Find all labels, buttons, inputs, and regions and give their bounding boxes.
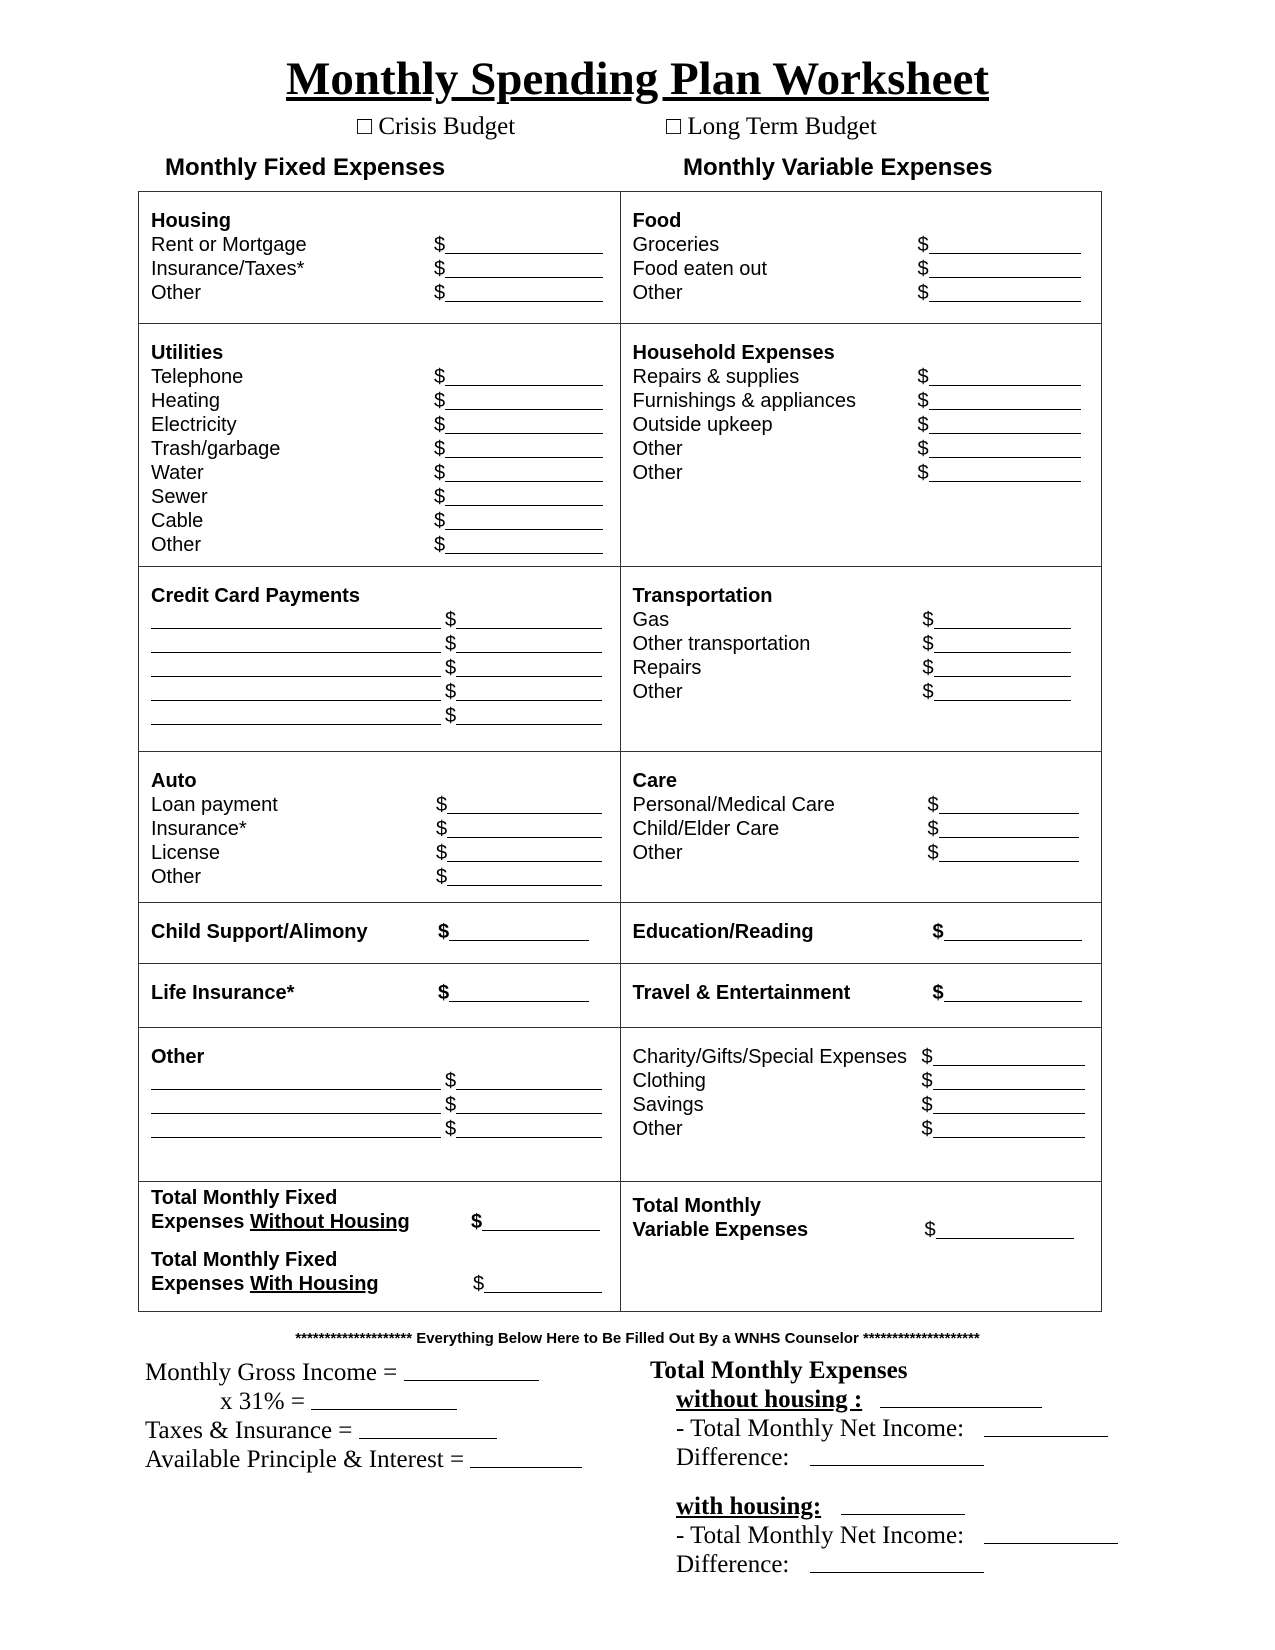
difference-field-2[interactable] — [810, 1550, 984, 1573]
fixed-expenses-header: Monthly Fixed Expenses — [165, 154, 446, 181]
expense-label: Outside upkeep — [632, 414, 773, 436]
expense-row-cable — [151, 509, 610, 533]
amount-field[interactable]: $ — [922, 1117, 1085, 1141]
other-fixed-section — [139, 1028, 621, 1182]
taxes-label: Taxes & Insurance = — [145, 1417, 353, 1444]
expense-label: Insurance/Taxes* — [151, 258, 305, 280]
amount-field[interactable]: $ — [434, 365, 603, 389]
expense-label: Insurance* — [151, 818, 247, 840]
expense-row-personal-medical-care — [633, 793, 1092, 817]
transportation-section — [620, 567, 1102, 752]
amount-field[interactable]: $ — [922, 1093, 1085, 1117]
description-field[interactable] — [151, 1117, 441, 1138]
expense-label: Other — [151, 534, 202, 556]
taxes-field[interactable] — [359, 1416, 497, 1439]
x31-label: x 31% = — [220, 1388, 305, 1415]
amount-field[interactable]: $ — [445, 632, 602, 656]
expense-row-other — [151, 865, 610, 889]
blank-expense-row — [151, 656, 610, 680]
net-income-label-1: - Total Monthly Net Income: — [676, 1415, 965, 1442]
expense-label: Furnishings & appliances — [632, 390, 856, 412]
amount-field[interactable]: $ — [434, 413, 603, 437]
without-housing-label: Without Housing — [249, 1211, 410, 1233]
expense-label: Other — [151, 866, 202, 888]
expense-row-other — [151, 281, 610, 305]
section-heading: Auto — [151, 770, 197, 792]
expense-row-repairs — [633, 656, 1092, 680]
expense-label: Other — [632, 438, 683, 460]
amount-field[interactable]: $ — [436, 865, 602, 889]
expense-label: License — [151, 842, 220, 864]
life-insurance-section — [139, 964, 621, 1028]
expense-row-groceries — [633, 233, 1092, 257]
blank-expense-row — [151, 680, 610, 704]
expense-label: Rent or Mortgage — [151, 234, 307, 256]
expense-row-telephone — [151, 365, 610, 389]
amount-field[interactable]: $ — [918, 365, 1081, 389]
expense-label: Other — [632, 842, 683, 864]
amount-field[interactable]: $ — [922, 1069, 1085, 1093]
blank-expense-row — [151, 1069, 610, 1093]
expense-row-savings — [633, 1093, 1092, 1117]
net-income-field-1[interactable] — [984, 1414, 1108, 1437]
education-label: Education/Reading — [632, 921, 814, 943]
page-title: Monthly Spending Plan Worksheet — [286, 53, 989, 105]
expense-row-other-transportation — [633, 632, 1092, 656]
education-section — [620, 903, 1102, 964]
child-support-label: Child Support/Alimony — [151, 921, 368, 943]
utilities-section — [139, 324, 621, 567]
taxes-row — [145, 1416, 497, 1445]
amount-field[interactable]: $ — [434, 437, 603, 461]
with-housing-row — [676, 1492, 965, 1521]
section-heading: Household Expenses — [632, 342, 835, 364]
expense-label: Loan payment — [151, 794, 278, 816]
expense-row-other — [633, 680, 1092, 704]
crisis-budget-label: Crisis Budget — [378, 113, 516, 140]
x31-field[interactable] — [311, 1387, 457, 1410]
section-heading: Credit Card Payments — [151, 585, 360, 607]
without-housing-field[interactable] — [880, 1385, 1042, 1408]
amount-field[interactable]: $ — [928, 817, 1079, 841]
difference-field-1[interactable] — [810, 1443, 984, 1466]
total-without-housing-line1: Total Monthly Fixed — [151, 1187, 338, 1209]
difference-row-2 — [676, 1550, 984, 1579]
total-variable-line1: Total Monthly — [632, 1195, 761, 1217]
long-term-budget-option[interactable] — [666, 112, 877, 142]
care-section — [620, 752, 1102, 903]
expense-grid — [138, 191, 1102, 1312]
expense-label: Water — [151, 462, 204, 484]
description-field[interactable] — [151, 656, 441, 677]
section-heading: Utilities — [151, 342, 224, 364]
expense-row-trash-garbage — [151, 437, 610, 461]
blank-expense-row — [151, 704, 610, 728]
expense-label: Trash/garbage — [151, 438, 281, 460]
expense-label: Gas — [632, 609, 670, 631]
food-section — [620, 192, 1102, 324]
expense-row-gas — [633, 608, 1092, 632]
expense-row-charity-gifts-special-expenses — [633, 1045, 1092, 1069]
description-field[interactable] — [151, 608, 441, 629]
amount-field[interactable]: $ — [436, 793, 602, 817]
expense-row-sewer — [151, 485, 610, 509]
expense-row-food-eaten-out — [633, 257, 1092, 281]
total-with-housing-amount[interactable]: $ — [473, 1272, 602, 1296]
amount-field[interactable]: $ — [445, 656, 602, 680]
total-variable-amount[interactable]: $ — [925, 1218, 1074, 1242]
with-housing-label: With Housing — [249, 1273, 379, 1295]
amount-field[interactable]: $ — [436, 817, 602, 841]
total-expenses-heading: Total Monthly Expenses — [650, 1357, 908, 1384]
difference-label-1: Difference: — [676, 1444, 790, 1471]
amount-field[interactable]: $ — [436, 841, 602, 865]
with-housing-total-label: with housing: — [676, 1493, 822, 1520]
variable-totals-section — [620, 1182, 1102, 1312]
travel-label: Travel & Entertainment — [632, 982, 851, 1004]
section-heading: Care — [632, 770, 677, 792]
child-support-amount[interactable]: $ — [438, 920, 589, 944]
available-row — [145, 1445, 582, 1474]
amount-field[interactable]: $ — [434, 485, 603, 509]
fixed-totals-section — [139, 1182, 621, 1312]
amount-field[interactable]: $ — [923, 632, 1071, 656]
child-support-section — [139, 903, 621, 964]
expense-row-repairs-supplies — [633, 365, 1092, 389]
expense-row-child-elder-care — [633, 817, 1092, 841]
total-variable-line2: Variable Expenses — [632, 1219, 809, 1241]
variable-expenses-header: Monthly Variable Expenses — [683, 154, 993, 181]
housing-section — [139, 192, 621, 324]
amount-field[interactable]: $ — [928, 841, 1079, 865]
amount-field[interactable]: $ — [923, 680, 1071, 704]
long-term-budget-label: Long Term Budget — [687, 113, 877, 140]
crisis-budget-option[interactable] — [357, 112, 515, 142]
amount-field[interactable]: $ — [434, 389, 603, 413]
net-income-label-2: - Total Monthly Net Income: — [676, 1522, 965, 1549]
expense-row-other — [633, 1117, 1092, 1141]
amount-field[interactable]: $ — [434, 533, 603, 557]
expense-row-water — [151, 461, 610, 485]
expense-label: Telephone — [151, 366, 244, 388]
expense-label: Clothing — [632, 1070, 706, 1092]
expense-label: Heating — [151, 390, 220, 412]
blank-expense-row — [151, 1093, 610, 1117]
expense-label: Charity/Gifts/Special Expenses — [632, 1046, 908, 1068]
expense-label: Sewer — [151, 486, 208, 508]
section-heading: Food — [632, 210, 682, 232]
description-field[interactable] — [151, 1093, 441, 1114]
blank-expense-row — [151, 1117, 610, 1141]
expense-row-loan-payment — [151, 793, 610, 817]
travel-amount[interactable]: $ — [933, 981, 1082, 1005]
education-amount[interactable]: $ — [933, 920, 1082, 944]
without-housing-row — [676, 1385, 1042, 1414]
amount-field[interactable]: $ — [918, 233, 1081, 257]
section-heading: Housing — [151, 210, 231, 232]
amount-field[interactable]: $ — [918, 437, 1081, 461]
expense-label: Other — [632, 1118, 683, 1140]
expense-row-other — [151, 533, 610, 557]
expense-row-heating — [151, 389, 610, 413]
expense-label: Child/Elder Care — [632, 818, 780, 840]
credit-card-section — [139, 567, 621, 752]
expense-label: Other — [632, 282, 683, 304]
amount-field[interactable]: $ — [445, 680, 602, 704]
expense-label: Other — [151, 282, 202, 304]
difference-label-2: Difference: — [676, 1551, 790, 1578]
expense-row-furnishings-appliances — [633, 389, 1092, 413]
amount-field[interactable]: $ — [928, 793, 1079, 817]
expense-row-other — [633, 281, 1092, 305]
total-without-housing-prefix: Expenses — [151, 1211, 250, 1233]
expense-row-other — [633, 437, 1092, 461]
amount-field[interactable]: $ — [434, 509, 603, 533]
gross-income-row — [145, 1358, 539, 1387]
total-with-housing-line1: Total Monthly Fixed — [151, 1249, 338, 1271]
amount-field[interactable]: $ — [923, 656, 1071, 680]
difference-row-1 — [676, 1443, 984, 1472]
total-with-housing-prefix: Expenses — [151, 1273, 250, 1295]
checkbox-icon[interactable]: □ — [357, 113, 373, 140]
available-label: Available Principle & Interest = — [145, 1446, 465, 1473]
auto-section — [139, 752, 621, 903]
amount-field[interactable]: $ — [445, 1069, 602, 1093]
amount-field[interactable]: $ — [434, 281, 603, 305]
expense-row-electricity — [151, 413, 610, 437]
expense-row-rent-or-mortgage — [151, 233, 610, 257]
expense-row-other — [633, 841, 1092, 865]
expense-label: Food eaten out — [632, 258, 768, 280]
life-insurance-label: Life Insurance* — [151, 982, 295, 1004]
gross-income-field[interactable] — [404, 1358, 539, 1381]
expense-label: Repairs & supplies — [632, 366, 800, 388]
amount-field[interactable]: $ — [918, 389, 1081, 413]
expense-label: Savings — [632, 1094, 704, 1116]
amount-field[interactable]: $ — [918, 257, 1081, 281]
amount-field[interactable]: $ — [445, 1117, 602, 1141]
section-heading: Other — [151, 1046, 205, 1068]
amount-field[interactable]: $ — [918, 281, 1081, 305]
amount-field[interactable]: $ — [445, 704, 602, 728]
expense-label: Repairs — [632, 657, 702, 679]
life-insurance-amount[interactable]: $ — [438, 981, 589, 1005]
checkbox-icon[interactable]: □ — [666, 113, 682, 140]
section-heading: Transportation — [632, 585, 773, 607]
expense-label: Electricity — [151, 414, 237, 436]
expense-row-outside-upkeep — [633, 413, 1092, 437]
with-housing-field[interactable] — [841, 1492, 965, 1515]
amount-field[interactable]: $ — [445, 608, 602, 632]
expense-row-insurance — [151, 817, 610, 841]
amount-field[interactable]: $ — [918, 413, 1081, 437]
amount-field[interactable]: $ — [434, 257, 603, 281]
household-section — [620, 324, 1102, 567]
expense-label: Other transportation — [632, 633, 811, 655]
description-field[interactable] — [151, 704, 441, 725]
expense-row-other — [633, 461, 1092, 485]
net-income-row-2 — [676, 1521, 1118, 1550]
expense-label: Personal/Medical Care — [632, 794, 835, 816]
description-field[interactable] — [151, 680, 441, 701]
amount-field[interactable]: $ — [923, 608, 1071, 632]
without-housing-total-label: without housing : — [676, 1386, 863, 1413]
description-field[interactable] — [151, 1069, 441, 1090]
amount-field[interactable]: $ — [445, 1093, 602, 1117]
amount-field[interactable]: $ — [434, 461, 603, 485]
travel-section — [620, 964, 1102, 1028]
net-income-field-2[interactable] — [984, 1521, 1118, 1544]
expense-label: Cable — [151, 510, 204, 532]
amount-field[interactable]: $ — [922, 1045, 1085, 1069]
expense-row-clothing — [633, 1069, 1092, 1093]
amount-field[interactable]: $ — [434, 233, 603, 257]
expense-row-license — [151, 841, 610, 865]
total-without-housing-amount[interactable]: $ — [471, 1210, 600, 1234]
expense-label: Groceries — [632, 234, 720, 256]
expense-label: Other — [632, 681, 683, 703]
x31-row — [220, 1387, 457, 1416]
gross-income-label: Monthly Gross Income = — [145, 1359, 398, 1386]
amount-field[interactable]: $ — [918, 461, 1081, 485]
blank-expense-row — [151, 632, 610, 656]
misc-variable-section — [620, 1028, 1102, 1182]
expense-label: Other — [632, 462, 683, 484]
expense-row-insurance-taxes — [151, 257, 610, 281]
available-field[interactable] — [470, 1445, 582, 1468]
counselor-note: ******************** Everything Below Here to Be Filled Out By a WNHS Counselor ******************** — [295, 1330, 980, 1347]
description-field[interactable] — [151, 632, 441, 653]
net-income-row-1 — [676, 1414, 1108, 1443]
blank-expense-row — [151, 608, 610, 632]
